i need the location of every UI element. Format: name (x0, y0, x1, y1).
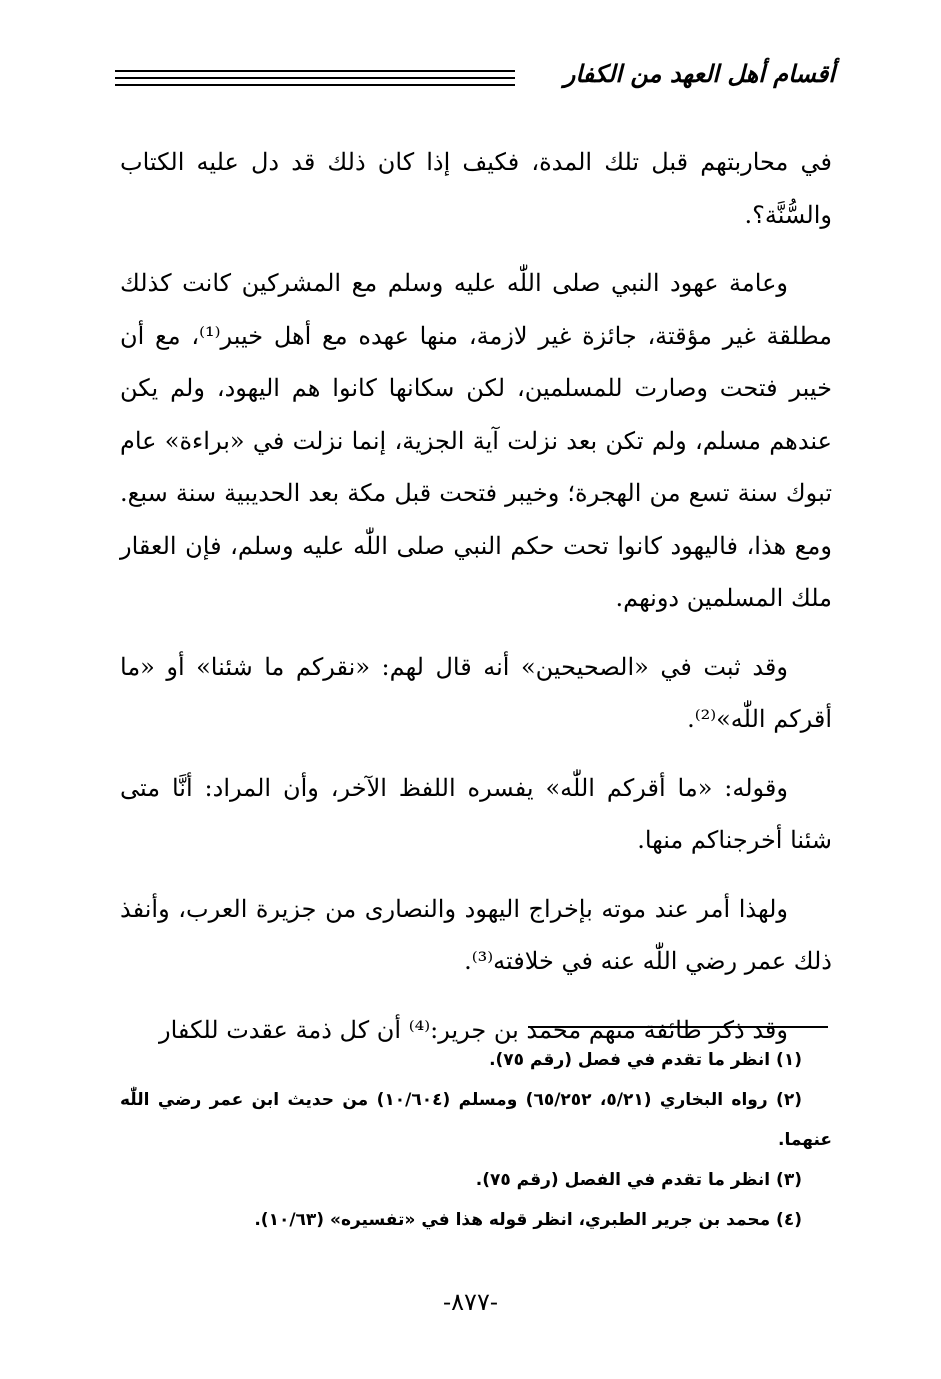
main-text (120, 136, 832, 1072)
header-rule-middle (115, 77, 515, 79)
paragraph: وعامة عهود النبي صلى اللّٰه عليه وسلم مع المشركين كانت كذلك مطلقة غير مؤقتة، جائزة غير لازمة، منها عهده مع أهل خيبر⁽¹⁾، مع أن خيبر فتحت وصارت للمسلمين، لكن سكانها كانوا هم اليهود، ولم يكن عندهم مسلم، ولم تكن بعد نزلت آية الجزية، إنما نزلت في «براءة» عام تبوك سنة تسع من الهجرة؛ وخيبر فتحت قبل مكة بعد الحديبية سنة سبع. ومع هذا، فاليهود كانوا تحت حكم النبي صلى اللّٰه عليه وسلم، فإن العقار ملك المسلمين دونهم. (120, 269, 832, 612)
footnote: (١) انظر ما تقدم في فصل (رقم ٧٥). (489, 1050, 802, 1070)
footnote: (٣) انظر ما تقدم في الفصل (رقم ٧٥). (475, 1170, 802, 1190)
footnote-separator (528, 1026, 828, 1028)
paragraph: في محاربتهم قبل تلك المدة، فكيف إذا كان ذلك قد دل عليه الكتاب والسُّنَّة؟. (120, 148, 832, 229)
footnotes (120, 1040, 832, 1240)
header-title: أقسام أهل العهد من الكفار (563, 60, 835, 88)
running-header (115, 58, 835, 98)
paragraph: وقد ثبت في «الصحيحين» أنه قال لهم: «نقركم ما شئنا» أو «ما أقركم اللّٰه»⁽²⁾. (120, 652, 832, 733)
paragraph: وقد ذكر طائفة منهم محمد بن جرير:⁽⁴⁾ أن كل ذمة عقدت للكفار (159, 1015, 788, 1044)
header-rule-bottom (115, 84, 515, 86)
paragraph: ولهذا أمر عند موته بإخراج اليهود والنصارى من جزيرة العرب، وأنفذ ذلك عمر رضي اللّٰه عنه في خلافته⁽³⁾. (120, 894, 832, 975)
page-number: -٨٧٧- (443, 1288, 498, 1316)
header-rule-top (115, 70, 515, 72)
paragraph: وقوله: «ما أقركم اللّٰه» يفسره اللفظ الآخر، وأن المراد: أنَّا متى شئنا أخرجناكم منها. (120, 773, 832, 854)
footnote: (٢) رواه البخاري (٥/٢١، ٦٥/٢٥٢) ومسلم (١٠/٦٠٤) من حديث ابن عمر رضي اللّٰه عنهما. (120, 1090, 832, 1150)
footnote: (٤) محمد بن جرير الطبري، انظر قوله هذا في «تفسيره» (١٠/٦٣). (254, 1210, 802, 1230)
